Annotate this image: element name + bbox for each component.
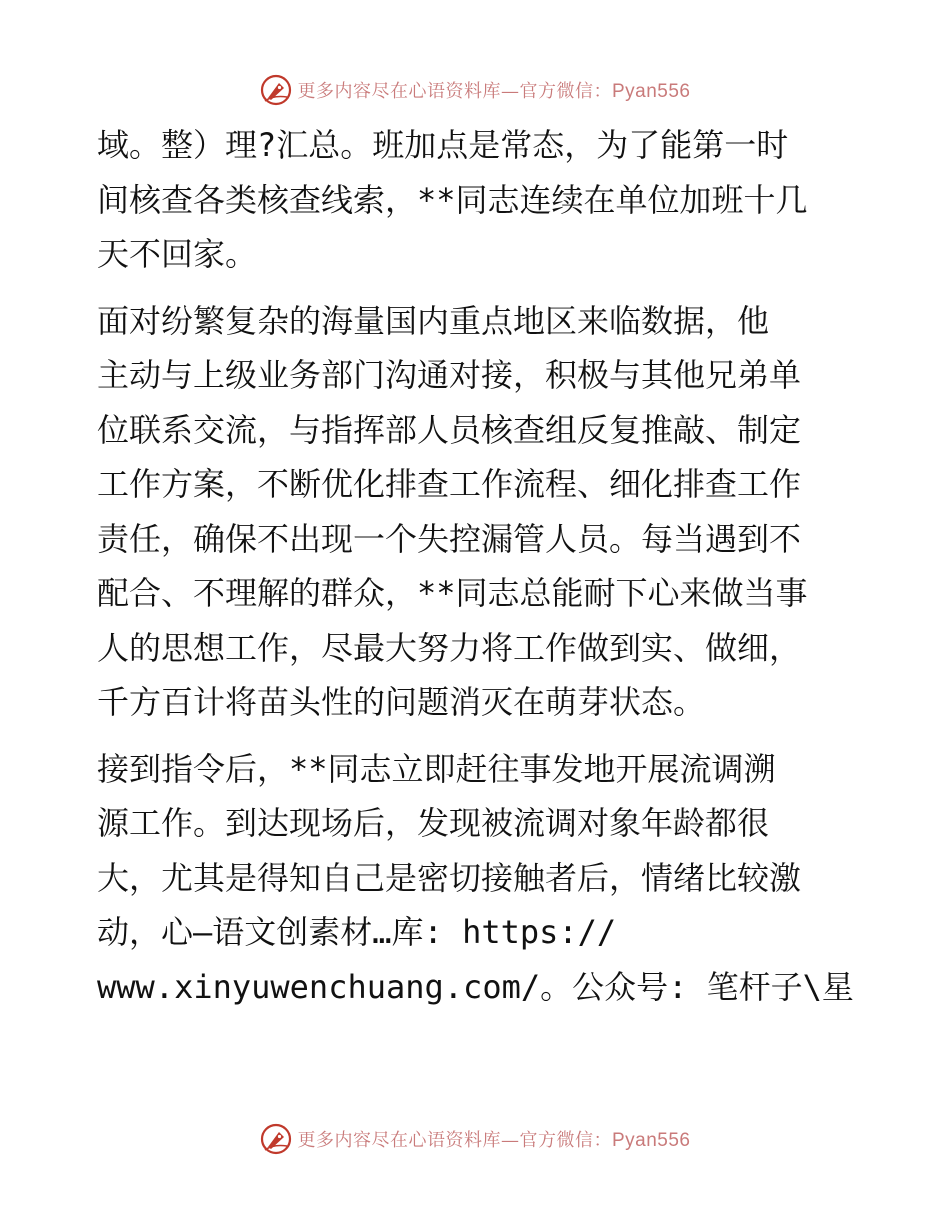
text-line: 千方百计将苗头性的问题消灭在萌芽状态。 <box>97 683 706 721</box>
text-line: 大，尤其是得知自己是密切接触者后，情绪比较激 <box>97 858 802 897</box>
pen-nib-logo-icon <box>259 1122 293 1156</box>
text-line: 面对纷繁复杂的海量国内重点地区来临数据，他 <box>97 301 770 340</box>
text-line: 域。整）理?汇总。班加点是常态，为了能第一时 <box>97 126 789 164</box>
text-line: 工作方案，不断优化排查工作流程、细化排查工作 <box>97 465 802 503</box>
footer-banner-text: 更多内容尽在心语资料库—官方微信：Pyan556 <box>297 1130 691 1151</box>
text-line: 天不回家。 <box>97 235 258 273</box>
text-line: 接到指令后，**同志立即赶往事发地开展流调溯 <box>97 749 776 788</box>
text-line: 人的思想工作，尽最大努力将工作做到实、做细， <box>97 628 802 667</box>
text-line: 主动与上级业务部门沟通对接，积极与其他兄弟单 <box>97 356 802 394</box>
text-line: 责任，确保不出现一个失控漏管人员。每当遇到不 <box>97 519 802 558</box>
paragraph-1 <box>97 118 857 282</box>
text-line: 源工作。到达现场后，发现被流调对象年龄都很 <box>97 804 770 842</box>
paragraph-2 <box>97 294 857 730</box>
document-body <box>97 118 857 1026</box>
text-line: 动，心—语文创素材…库: https:// <box>97 913 617 951</box>
text-line: 间核查各类核查线索，**同志连续在单位加班十几 <box>97 180 808 219</box>
header-banner-text: 更多内容尽在心语资料库—官方微信：Pyan556 <box>297 81 691 102</box>
footer-banner <box>0 1119 950 1159</box>
paragraph-3 <box>97 742 857 1015</box>
text-line: 位联系交流，与指挥部人员核查组反复推敲、制定 <box>97 410 802 449</box>
pen-nib-logo-icon <box>259 73 293 107</box>
header-banner <box>0 70 950 110</box>
text-line: www.xinyuwenchuang.com/。公众号: 笔杆子\星 <box>97 967 854 1006</box>
text-line: 配合、不理解的群众，**同志总能耐下心来做当事 <box>97 574 808 612</box>
